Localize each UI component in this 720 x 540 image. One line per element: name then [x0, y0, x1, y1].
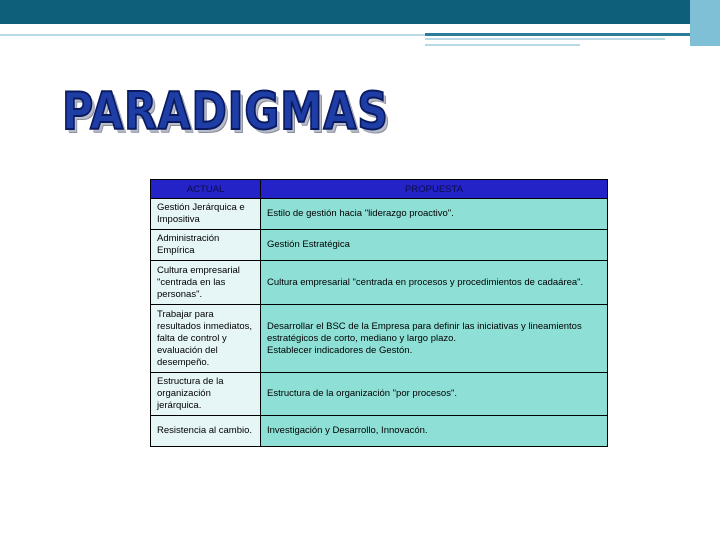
paradigms-table: [150, 179, 608, 447]
table-row: [151, 305, 608, 373]
header-stripe: [690, 0, 720, 46]
cell-actual: Gestión Jerárquica e Impositiva: [151, 199, 261, 230]
table-row: [151, 373, 608, 416]
cell-actual: Cultura empresarial "centrada en las personas".: [151, 261, 261, 305]
column-header-actual: ACTUAL: [151, 180, 261, 199]
cell-propuesta: Desarrollar el BSC de la Empresa para definir las iniciativas y lineamientos estratégicos de corto, mediano y largo plazo. Establecer indicadores de Gestón.: [261, 305, 608, 373]
cell-actual: Estructura de la organización jerárquica.: [151, 373, 261, 416]
table-row: [151, 199, 608, 230]
cell-propuesta: Investigación y Desarrollo, Innovacón.: [261, 416, 608, 447]
header-stripe: [425, 44, 580, 46]
cell-propuesta: Estilo de gestión hacia "liderazgo proactivo".: [261, 199, 608, 230]
header-stripe: [425, 33, 720, 36]
cell-actual: Trabajar para resultados inmediatos, falta de control y evaluación del desempeño.: [151, 305, 261, 373]
header-stripe: [0, 34, 425, 36]
header-stripe: [425, 38, 665, 40]
cell-propuesta: Gestión Estratégica: [261, 230, 608, 261]
table-row: [151, 416, 608, 447]
table-row: [151, 230, 608, 261]
cell-propuesta: Cultura empresarial "centrada en procesos y procedimientos de cadaárea".: [261, 261, 608, 305]
column-header-propuesta: PROPUESTA: [261, 180, 608, 199]
table-header-row: [151, 180, 608, 199]
cell-propuesta: Estructura de la organización "por procesos".: [261, 373, 608, 416]
page-title: PARADIGMAS: [62, 82, 389, 142]
cell-actual: Resistencia al cambio.: [151, 416, 261, 447]
cell-actual: Administración Empírica: [151, 230, 261, 261]
table-row: [151, 261, 608, 305]
slide-top-bar: [0, 0, 720, 24]
